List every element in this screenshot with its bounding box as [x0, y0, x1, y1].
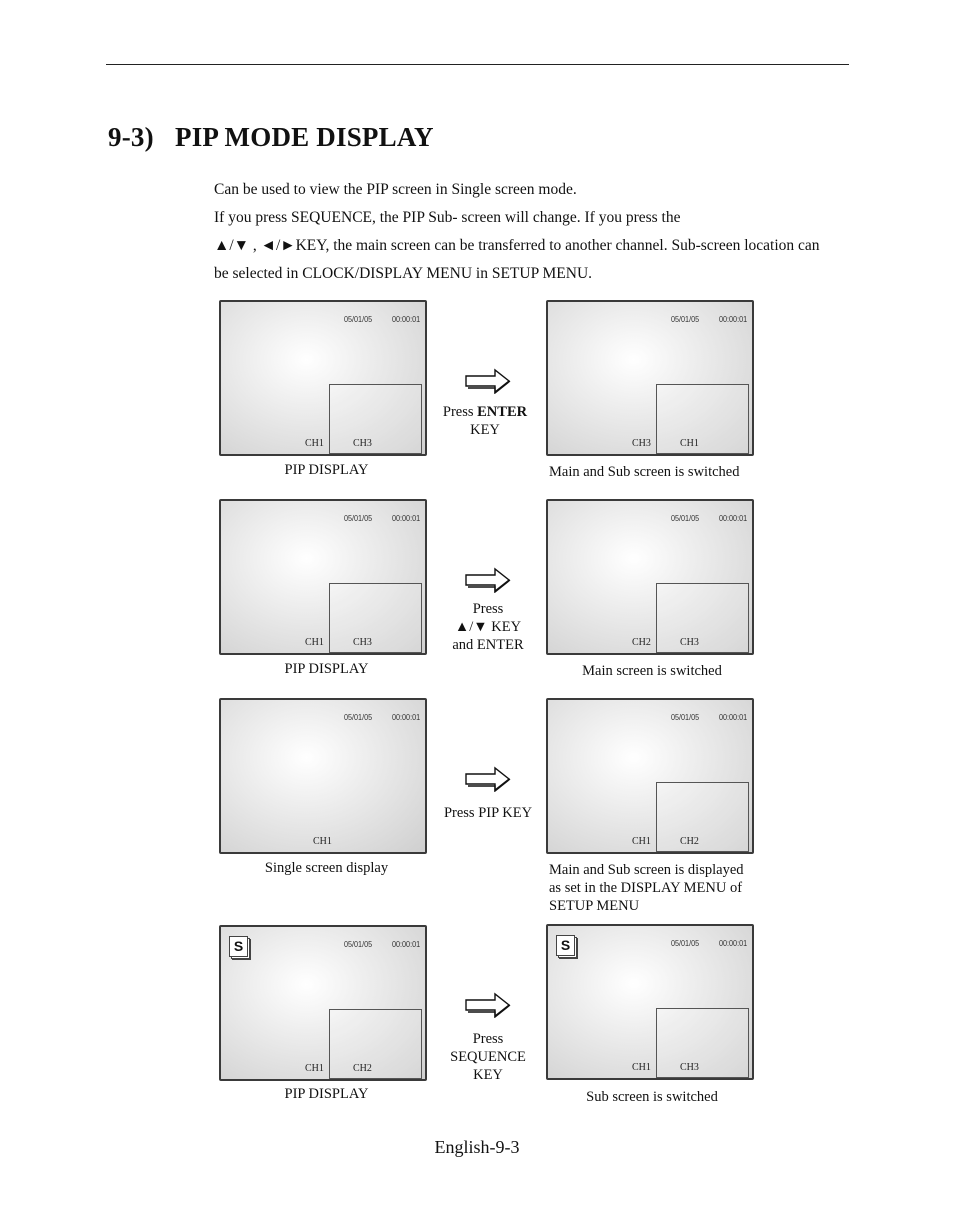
action-1-key-word: KEY	[470, 422, 500, 438]
right-arrow-icon	[465, 567, 511, 593]
caption-before-1: PIP DISPLAY	[284, 462, 369, 478]
intro-line-4: be selected in CLOCK/DISPLAY MENU in SETUP MENU.	[214, 265, 593, 282]
caption-before-3: Single screen display	[264, 860, 389, 876]
right-arrow-icon	[465, 766, 511, 792]
right-arrow-icon	[465, 368, 511, 394]
main-channel-label: CH2	[632, 637, 651, 648]
sub-channel-label: CH2	[353, 1063, 372, 1074]
osd-date: 05/01/05	[344, 712, 373, 722]
action-2-line-3: and ENTER	[452, 637, 524, 653]
osd-time: 00:00:01	[392, 939, 421, 949]
osd-date: 05/01/05	[344, 939, 373, 949]
pip-sub-window	[656, 384, 749, 454]
sequence-icon	[229, 936, 250, 959]
action-4-line-1: Press	[472, 1031, 504, 1047]
osd-time: 00:00:01	[392, 314, 421, 324]
caption-after-4: Sub screen is switched	[586, 1089, 718, 1105]
pip-screen-after-1	[546, 300, 754, 456]
action-1	[425, 403, 545, 439]
header-rule	[106, 64, 849, 65]
action-4	[428, 1030, 548, 1084]
sequence-icon-letter: S	[556, 935, 575, 956]
caption-after-3-line-1: Main and Sub screen is displayed	[549, 862, 744, 878]
osd-time: 00:00:01	[719, 513, 748, 523]
intro-text	[214, 176, 854, 288]
main-channel-label: CH3	[632, 438, 651, 449]
caption-after-2: Main screen is switched	[582, 663, 722, 679]
pip-screen-after-3	[546, 698, 754, 854]
action-2	[428, 600, 548, 654]
osd-date: 05/01/05	[344, 314, 373, 324]
pip-sub-window	[329, 583, 422, 653]
pip-screen-before-1	[219, 300, 427, 456]
single-screen-before-3	[219, 698, 427, 854]
sequence-icon-letter: S	[229, 936, 248, 957]
pip-sub-window	[656, 782, 749, 852]
action-2-line-2: ▲/▼ KEY	[454, 619, 522, 635]
caption-after-3	[549, 861, 744, 915]
sub-channel-label: CH3	[353, 637, 372, 648]
sequence-icon	[556, 935, 577, 958]
caption-after-3-line-2: as set in the DISPLAY MENU of	[549, 880, 743, 896]
intro-line-3: ▲/▼ , ◄/►KEY, the main screen can be transferred to another channel. Sub-screen location can	[214, 237, 820, 254]
sub-channel-label: CH1	[680, 438, 699, 449]
osd-time: 00:00:01	[719, 314, 748, 324]
osd-time: 00:00:01	[392, 712, 421, 722]
pip-sub-window	[656, 583, 749, 653]
osd-date: 05/01/05	[671, 712, 700, 722]
caption-after-3-line-3: SETUP MENU	[549, 898, 640, 914]
main-channel-label: CH1	[305, 637, 324, 648]
action-4-line-3: KEY	[473, 1067, 503, 1083]
intro-line-1: Can be used to view the PIP screen in Single screen mode.	[214, 181, 577, 198]
page-title	[108, 122, 434, 153]
osd-time: 00:00:01	[719, 938, 748, 948]
sub-channel-label: CH3	[680, 637, 699, 648]
main-channel-label: CH1	[305, 1063, 324, 1074]
osd-time: 00:00:01	[392, 513, 421, 523]
osd-date: 05/01/05	[671, 314, 700, 324]
pip-sub-window	[329, 384, 422, 454]
main-channel-label: CH1	[313, 836, 332, 847]
section-title: PIP MODE DISPLAY	[175, 122, 434, 152]
sub-channel-label: CH3	[680, 1062, 699, 1073]
pip-screen-after-4	[546, 924, 754, 1080]
osd-date: 05/01/05	[671, 513, 700, 523]
pip-sub-window	[656, 1008, 749, 1078]
pip-screen-after-2	[546, 499, 754, 655]
sub-channel-label: CH2	[680, 836, 699, 847]
page-footer: English-9-3	[434, 1137, 520, 1157]
caption-before-2: PIP DISPLAY	[284, 661, 369, 677]
osd-date: 05/01/05	[344, 513, 373, 523]
osd-date: 05/01/05	[671, 938, 700, 948]
action-1-press: Press	[442, 404, 478, 420]
pip-screen-before-4	[219, 925, 427, 1081]
section-number: 9-3)	[108, 122, 154, 152]
action-4-line-2: SEQUENCE	[450, 1049, 526, 1065]
pip-screen-before-2	[219, 499, 427, 655]
caption-before-4: PIP DISPLAY	[284, 1086, 369, 1102]
main-channel-label: CH1	[305, 438, 324, 449]
pip-sub-window	[329, 1009, 422, 1079]
caption-after-1: Main and Sub screen is switched	[549, 464, 740, 480]
sub-channel-label: CH3	[353, 438, 372, 449]
action-3: Press PIP KEY	[443, 805, 533, 821]
main-channel-label: CH1	[632, 1062, 651, 1073]
right-arrow-icon	[465, 992, 511, 1018]
osd-time: 00:00:01	[719, 712, 748, 722]
action-1-key: ENTER	[477, 404, 528, 420]
main-channel-label: CH1	[632, 836, 651, 847]
action-2-line-1: Press	[472, 601, 504, 617]
intro-line-2: If you press SEQUENCE, the PIP Sub- screen will change. If you press the	[214, 209, 681, 226]
